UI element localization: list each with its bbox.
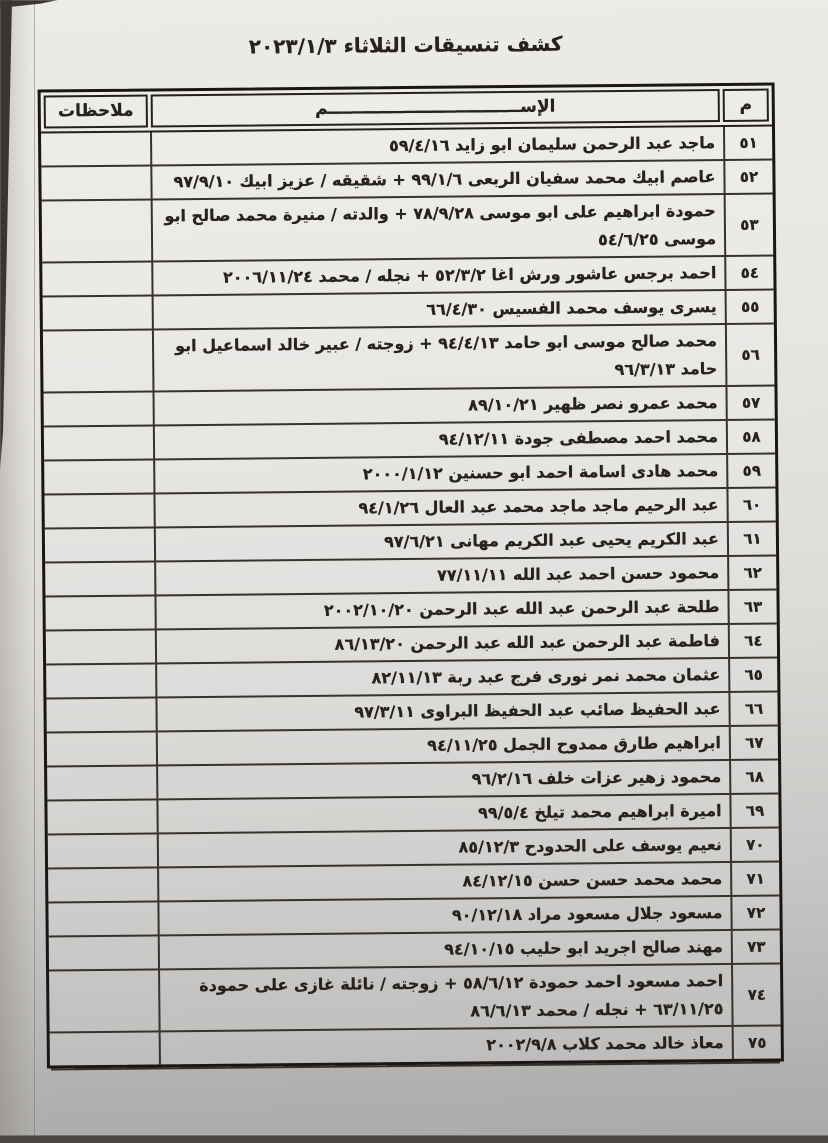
row-notes-cell [48, 902, 157, 935]
row-name-cell: طلحة عبد الرحمن عبد الله عبد الرحمن ٢٠٠٢/١٠/٢٠ [154, 591, 727, 628]
scan-bottom-edge-artifact [0, 1135, 828, 1143]
row-number-cell: ٥٣ [724, 195, 774, 255]
row-name-cell: معاذ خالد محمد كلاب ٢٠٠٢/٩/٨ [159, 1027, 732, 1064]
row-name-cell: محمود زهير عزات خلف ٩٦/٢/١٦ [156, 761, 729, 798]
table-header-row [41, 86, 772, 134]
row-name-cell: مهند صالح اجريد ابو حليب ٩٤/١٠/١٥ [158, 931, 731, 968]
row-name-cell: محمد احمد مصطفى جودة ٩٤/١٢/١١ [153, 421, 726, 458]
table-body [41, 127, 781, 1066]
row-number-cell: ٥١ [723, 127, 772, 159]
row-notes-cell [45, 528, 154, 561]
row-notes-cell [48, 834, 157, 867]
row-name-cell: عبد الحفيظ صائب عبد الحفيظ البراوى ٩٧/٣/١١ [155, 693, 728, 730]
table-row [49, 964, 781, 1033]
row-name-cell: حمودة ابراهيم على ابو موسى ٧٨/٩/٢٨ + والدته / منيرة محمد صالح ابو موسى ٥٤/٦/٢٥ [151, 195, 725, 260]
row-notes-cell [44, 494, 153, 527]
row-name-cell: عاصم ابيك محمد سفيان الربعى ٩٩/١/٦ + شقيقه / عزيز ابيك ٩٧/٩/١٠ [150, 161, 723, 198]
row-number-cell: ٥٧ [725, 386, 774, 418]
row-name-cell: احمد برجس عاشور ورش اغا ٥٢/٣/٢ + نجله / محمد ٢٠٠٦/١١/٢٤ [151, 257, 724, 294]
row-name-cell: يسرى يوسف محمد الفسيس ٦٦/٤/٣٠ [152, 291, 725, 328]
row-notes-cell [45, 562, 154, 595]
row-notes-cell [42, 200, 152, 261]
row-number-cell: ٦٠ [726, 488, 775, 520]
coordination-table [38, 82, 784, 1068]
row-name-cell: مسعود جلال مسعود مراد ٩٠/١٢/١٨ [157, 897, 730, 934]
row-number-cell: ٧٢ [730, 896, 779, 928]
row-notes-cell [41, 166, 150, 199]
row-number-cell: ٦٩ [729, 794, 778, 826]
row-notes-cell [43, 330, 153, 391]
row-name-cell: عثمان محمد نمر نورى فرج عبد ربة ٨٢/١١/١٣ [155, 659, 728, 696]
row-notes-cell [41, 132, 150, 165]
row-name-cell: محمد صالح موسى ابو حامد ٩٤/٤/١٣ + زوجته / عبير خالد اسماعيل ابو حامد ٩٦/٣/١٣ [152, 325, 726, 390]
row-number-cell: ٦١ [727, 522, 776, 554]
row-notes-cell [46, 630, 155, 663]
row-name-cell: فاطمة عبد الرحمن عبد الله عبد الرحمن ٨٦/١٣/٢٠ [155, 625, 728, 662]
row-notes-cell [49, 970, 159, 1031]
row-number-cell: ٦٥ [728, 658, 777, 690]
row-notes-cell [48, 868, 157, 901]
row-number-cell: ٥٥ [725, 291, 774, 323]
row-number-cell: ٦٨ [729, 760, 778, 792]
row-number-cell: ٦٦ [728, 692, 777, 724]
row-name-cell: احمد مسعود احمد حمودة ٥٨/٦/١٢ + زوجته / نائلة غازى على حمودة ٦٣/١١/٢٥ + نجله / محمد ٨٦/٦/١٣ [158, 965, 732, 1030]
row-number-cell: ٧٠ [730, 828, 779, 860]
row-notes-cell [47, 732, 156, 765]
row-notes-cell [45, 596, 154, 629]
row-notes-cell [46, 664, 155, 697]
row-name-cell: محمد محمد حسن حسن ٨٤/١٢/١٥ [157, 863, 730, 900]
row-notes-cell [46, 698, 155, 731]
row-number-cell: ٥٤ [724, 257, 773, 289]
document-sheet [37, 26, 784, 1068]
table-row [50, 1026, 781, 1065]
row-number-cell: ٧٤ [731, 964, 781, 1024]
row-number-cell: ٦٧ [729, 726, 778, 758]
table-row [43, 325, 775, 394]
row-notes-cell [44, 460, 153, 493]
row-notes-cell [44, 426, 153, 459]
table-row [42, 195, 774, 264]
document-title: كشف تنسيقات الثلاثاء ٢٠٢٣/١/٣ [248, 31, 563, 59]
row-name-cell: ماجد عبد الرحمن سليمان ابو زايد ٥٩/٤/١٦ [150, 127, 723, 164]
row-notes-cell [49, 936, 158, 969]
row-number-cell: ٧٣ [731, 930, 780, 962]
row-number-cell: ٧٥ [732, 1026, 781, 1058]
row-notes-cell [44, 392, 153, 425]
row-number-cell: ٦٣ [727, 590, 776, 622]
header-name: الإســـــــــــــــــــــــــــــــــم [151, 89, 720, 127]
row-name-cell: محمد هادى اسامة احمد ابو حسنين ٢٠٠٠/١/١٢ [153, 455, 726, 492]
row-number-cell: ٦٤ [728, 624, 777, 656]
row-number-cell: ٥٦ [725, 325, 775, 385]
row-name-cell: اميرة ابراهيم محمد تيلخ ٩٩/٥/٤ [156, 795, 729, 832]
row-name-cell: محمود حسن احمد عبد الله ٧٧/١١/١١ [154, 557, 727, 594]
row-name-cell: محمد عمرو نصر ظهير ٨٩/١٠/٢١ [152, 387, 725, 424]
header-number: م [723, 89, 769, 122]
row-notes-cell [43, 296, 152, 329]
header-notes: ملاحظات [44, 95, 148, 129]
row-notes-cell [50, 1032, 159, 1065]
row-name-cell: ابراهيم طارق ممدوح الجمل ٩٤/١١/٢٥ [156, 727, 729, 764]
row-name-cell: نعيم يوسف على الحدودح ٨٥/١٢/٣ [157, 829, 730, 866]
row-number-cell: ٥٨ [726, 420, 775, 452]
row-number-cell: ٥٩ [726, 454, 775, 486]
row-number-cell: ٥٢ [723, 161, 772, 193]
row-name-cell: عبد الكريم يحيى عبد الكريم مهانى ٩٧/٦/٢١ [154, 523, 727, 560]
row-notes-cell [47, 800, 156, 833]
row-number-cell: ٧١ [730, 862, 779, 894]
row-number-cell: ٦٢ [727, 556, 776, 588]
row-notes-cell [42, 262, 151, 295]
row-notes-cell [47, 766, 156, 799]
row-name-cell: عبد الرحيم ماجد ماجد محمد عبد العال ٩٤/١/٢٦ [153, 489, 726, 526]
